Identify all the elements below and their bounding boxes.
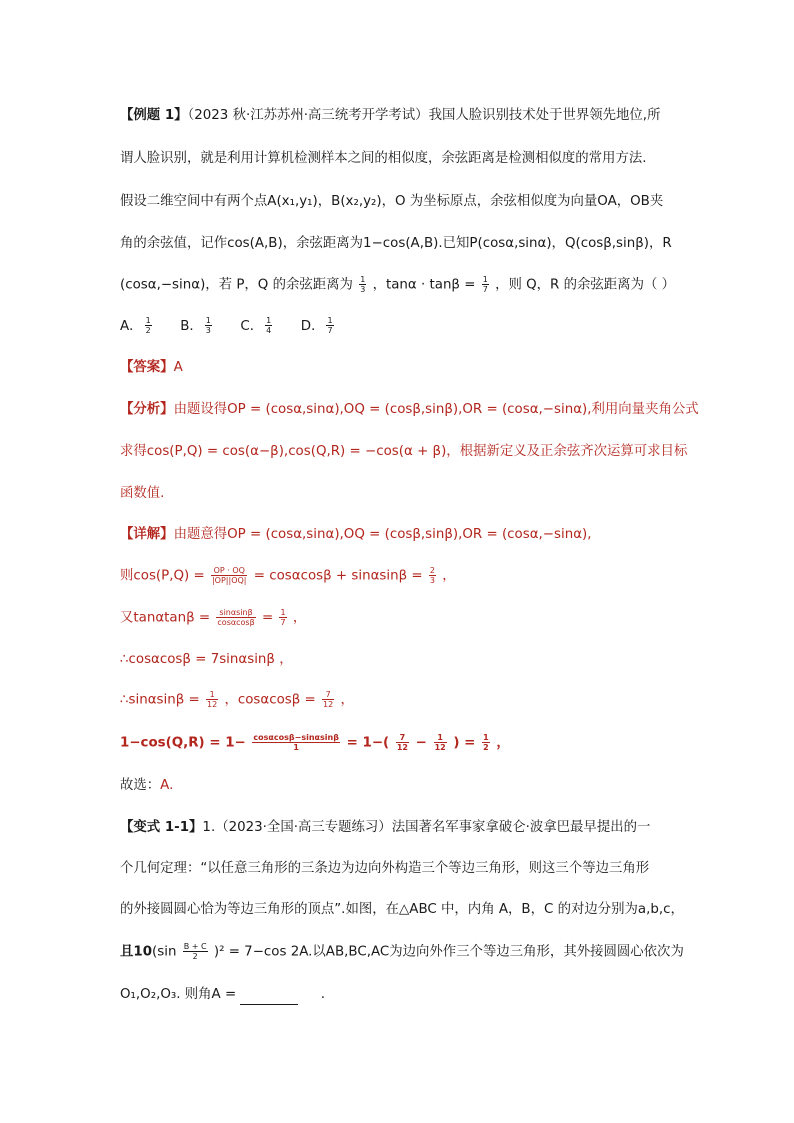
example-text-5a: (cosα,−sinα)，若 P，Q 的余弦距离为 xyxy=(120,277,353,293)
answer-line xyxy=(120,358,680,378)
example-line-3: 假设二维空间中有两个点A(x₁,y₁)，B(x₂,y₂)，O 为坐标原点，余弦相似度为向量OA，OB夹 xyxy=(120,194,664,209)
variant-line-2: 个几何定理：“以任意三角形的三条边为边向外构造三个等边三角形，则这三个等边三角形 xyxy=(120,861,650,876)
detail-label: 【详解】 xyxy=(120,527,174,542)
example-source: （2023 秋·江苏苏州·高三统考开学考试） xyxy=(187,108,429,123)
detail-line-4: ∴cosαcosβ = 7sinαsinβ ， xyxy=(120,652,293,667)
fraction-one-seventh: $\frac{1}{7}$ xyxy=(482,275,488,294)
answer-blank[interactable] xyxy=(240,990,298,1005)
analysis-line-2: 求得cos(P,Q) = cos(α−β),cos(Q,R) = −cos(α + β)，根据新定义及正余弦齐次运算可求目标 xyxy=(120,444,688,459)
detail-line-1 xyxy=(120,525,680,545)
analysis-line-1 xyxy=(120,400,699,420)
example-tag: 【例题 1】 xyxy=(120,108,188,123)
options-row xyxy=(120,316,680,337)
fraction-one-third: $\frac{1}{3}$ xyxy=(360,275,366,294)
example-text-1: 我国人脸识别技术处于世界领先地位,所 xyxy=(428,108,661,123)
variant-line-4: 且10(sin $\frac{B + C}{2}$ )² = 7−cos 2A.以AB,BC,AC为边向外作三个等边三角形，其外接圆圆心依次为 xyxy=(120,942,684,961)
detail-line-2: 则cos(P,Q) = $\frac{OP \cdot OQ}{|OP||OQ|}$ = cosαcosβ + sinαsinβ = $\frac{2}{3}$ ， xyxy=(120,566,456,585)
analysis-text-1: 由题设得OP = (cosα,sinα),OQ = (cosβ,sinβ),OR = (cosα,−sinα),利用向量夹角公式 xyxy=(173,402,699,417)
example-text-5b: ，tanα · tanβ = xyxy=(372,277,476,293)
option-d: D． $\frac{1}{7}$ xyxy=(300,316,333,335)
option-c: C． $\frac{1}{4}$ xyxy=(240,316,272,335)
variant-source: （2023·全国·高三专题练习） xyxy=(215,820,392,835)
variant-line-3: 的外接圆圆心恰为等边三角形的顶点”.如图，在△ABC 中，内角 A，B，C 的对边分别为a,b,c， xyxy=(120,902,684,917)
detail-line-3: 又tanαtanβ = $\frac{\sin\alpha\sin\beta}{\cos\alpha\cos\beta}$ = $\frac{1}{7}$ ， xyxy=(120,608,307,627)
option-b: B． $\frac{1}{3}$ xyxy=(180,316,211,335)
option-a: A． $\frac{1}{2}$ xyxy=(120,316,151,335)
conclusion-line: 故选：A. xyxy=(120,778,174,793)
fraction-cosine: $\frac{OP \cdot OQ}{|OP||OQ|}$ xyxy=(211,566,247,585)
example-line-2: 谓人脸识别，就是利用计算机检测样本之间的相似度，余弦距离是检测相似度的常用方法. xyxy=(120,151,647,166)
analysis-line-3: 函数值. xyxy=(120,486,165,501)
answer-label: 【答案】 xyxy=(120,360,174,375)
detail-line-6: 1−cos(Q,R) = 1− $\frac{\cos\alpha\cos\beta-\sin\alpha\sin\beta}{1}$ = 1−( $\frac{7}{12}$ − $\frac{1}{12}$ ) = $\frac{1}{2}$ ， xyxy=(120,733,510,752)
variant-line-1: 【变式 1-1】1.（2023·全国·高三专题练习）法国著名军事家拿破仑·波拿巴最早提出的一 xyxy=(120,820,651,835)
variant-line-5: O₁,O₂,O₃. 则角A = . xyxy=(120,985,680,1005)
example-text-5c: ，则 Q，R 的余弦距离为（ ） xyxy=(495,277,676,293)
example-line-4: 角的余弦值，记作cos(A,B)，余弦距离为1−cos(A,B).已知P(cosα,sinα)，Q(cosβ,sinβ)，R xyxy=(120,236,672,251)
example-line-1 xyxy=(120,106,680,126)
variant-tag: 【变式 1-1】 xyxy=(120,820,203,835)
detail-text-1: 由题意得OP = (cosα,sinα),OQ = (cosβ,sinβ),OR = (cosα,−sinα), xyxy=(173,527,592,542)
detail-line-5: ∴sinαsinβ = $\frac{1}{12}$ ，cosαcosβ = $\frac{7}{12}$ ， xyxy=(120,690,354,709)
answer-value: A xyxy=(173,360,183,375)
analysis-label: 【分析】 xyxy=(120,402,174,417)
example-line-5 xyxy=(120,275,680,296)
